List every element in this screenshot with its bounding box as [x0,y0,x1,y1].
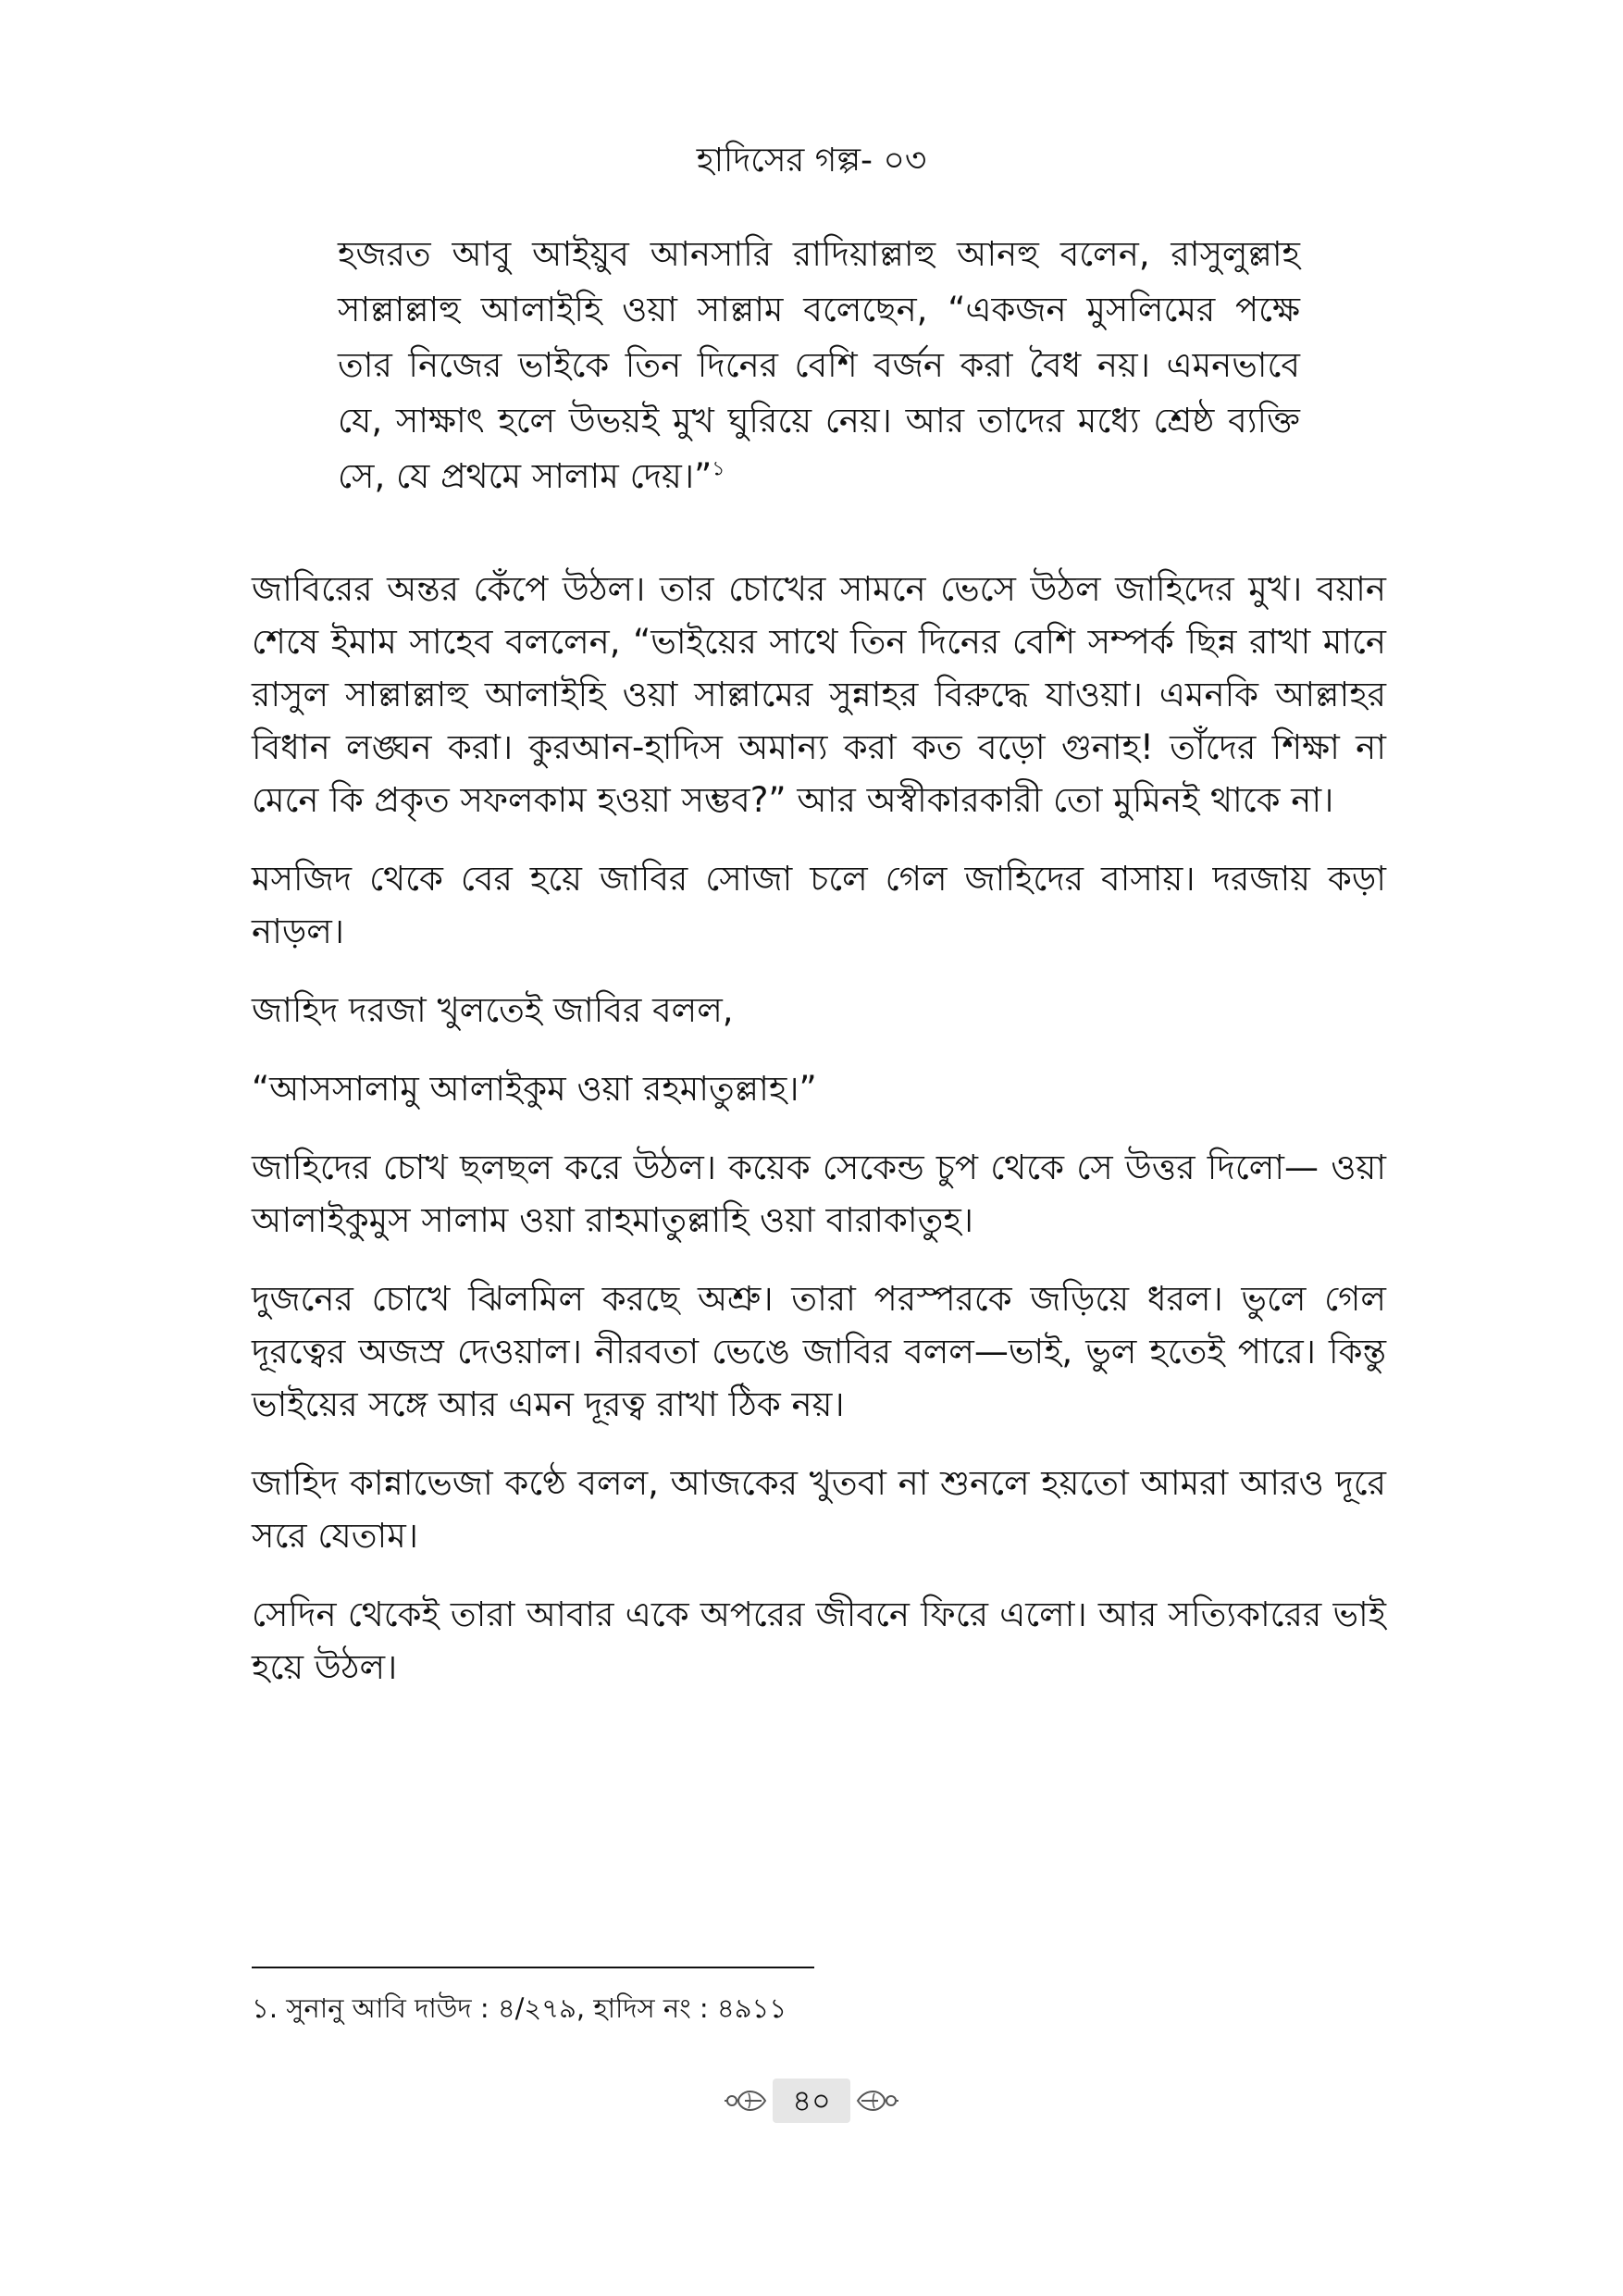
hadith-quote-body: হজরত আবু আইয়ুব আনসারি রাদিয়াল্লাহু আনহু বলেন, রাসুলুল্লাহ সাল্লাল্লাহু আলাইহি ওয়া সাল্লাম বলেছেন, “একজন মুসলিমের পক্ষে তার নিজের ভাইকে তিন দিনের বেশি বর্জন করা বৈধ নয়। এমনভাবে যে, সাক্ষাৎ হলে উভয়ই মুখ ঘুরিয়ে নেয়। আর তাদের মধ্যে শ্রেষ্ঠ ব্যক্তি সে, যে প্রথমে সালাম দেয়।” [338,234,1300,496]
paragraph-7: জাহিদ কান্নাভেজা কণ্ঠে বলল, আজকের খুতবা না শুনলে হয়তো আমরা আরও দূরে সরে যেতাম। [252,1463,1386,1556]
page-number-footer [0,2073,1623,2128]
paragraph-2: মসজিদ থেকে বের হয়ে জাবির সোজা চলে গেল জাহিদের বাসায়। দরজায় কড়া নাড়ল। [252,859,1386,951]
story-body [252,563,1386,1719]
hadith-quote-block [338,227,1300,504]
page-number: ৪০ [773,2079,850,2123]
paragraph-1: জাবিরের অন্তর কেঁপে উঠল। তার চোখের সামনে ভেসে উঠল জাহিদের মুখ। বয়ান শেষে ইমাম সাহেব বললেন, “ভাইয়ের সাথে তিন দিনের বেশি সম্পর্ক ছিন্ন রাখা মানে রাসুল সাল্লাল্লাহু আলাইহি ওয়া সাল্লামের সুন্নাহর বিরুদ্ধে যাওয়া। এমনকি আল্লাহর বিধান লঙ্ঘন করা। কুরআন-হাদিস অমান্য করা কত বড়ো গুনাহ! তাঁদের শিক্ষা না মেনে কি প্রকৃত সফলকাম হওয়া সম্ভব?” আর অস্বীকারকারী তো মুমিনই থাকে না। [252,569,1386,820]
paragraph-6: দুজনের চোখে ঝিলমিল করছে অশ্রু। তারা পরস্পরকে জড়িয়ে ধরল। ভুলে গেল দূরত্বের অজস্র দেওয়াল। নীরবতা ভেঙে জাবির বলল—ভাই, ভুল হতেই পারে। কিন্তু ভাইয়ের সঙ্গে আর এমন দূরত্ব রাখা ঠিক নয়। [252,1279,1386,1424]
right-floral-ornament-icon [856,2082,900,2119]
left-floral-ornament-icon [723,2082,767,2119]
paragraph-5: জাহিদের চোখ ছলছল করে উঠল। কয়েক সেকেন্ড চুপ থেকে সে উত্তর দিলো— ওয়া আলাইকুমুস সালাম ওয়া রাহমাতুল্লাহি ওয়া বারাকাতুহ। [252,1148,1386,1240]
paragraph-3: জাহিদ দরজা খুলতেই জাবির বলল, [252,990,734,1030]
footnote-marker: ১ [712,457,725,481]
paragraph-4: “আসসালামু আলাইকুম ওয়া রহমাতুল্লাহ।” [252,1069,817,1109]
paragraph-8: সেদিন থেকেই তারা আবার একে অপরের জীবনে ফিরে এলো। আর সত্যিকারের ভাই হয়ে উঠল। [252,1595,1386,1687]
running-header: হাদিসের গল্প- ০৩ [696,142,927,180]
footnote-text: ১. সুনানু আবি দাউদ : ৪/২৭৯, হাদিস নং : ৪৯১১ [252,1992,787,2024]
hadith-quote-text [338,227,1300,504]
footnote-divider [252,1967,814,1968]
